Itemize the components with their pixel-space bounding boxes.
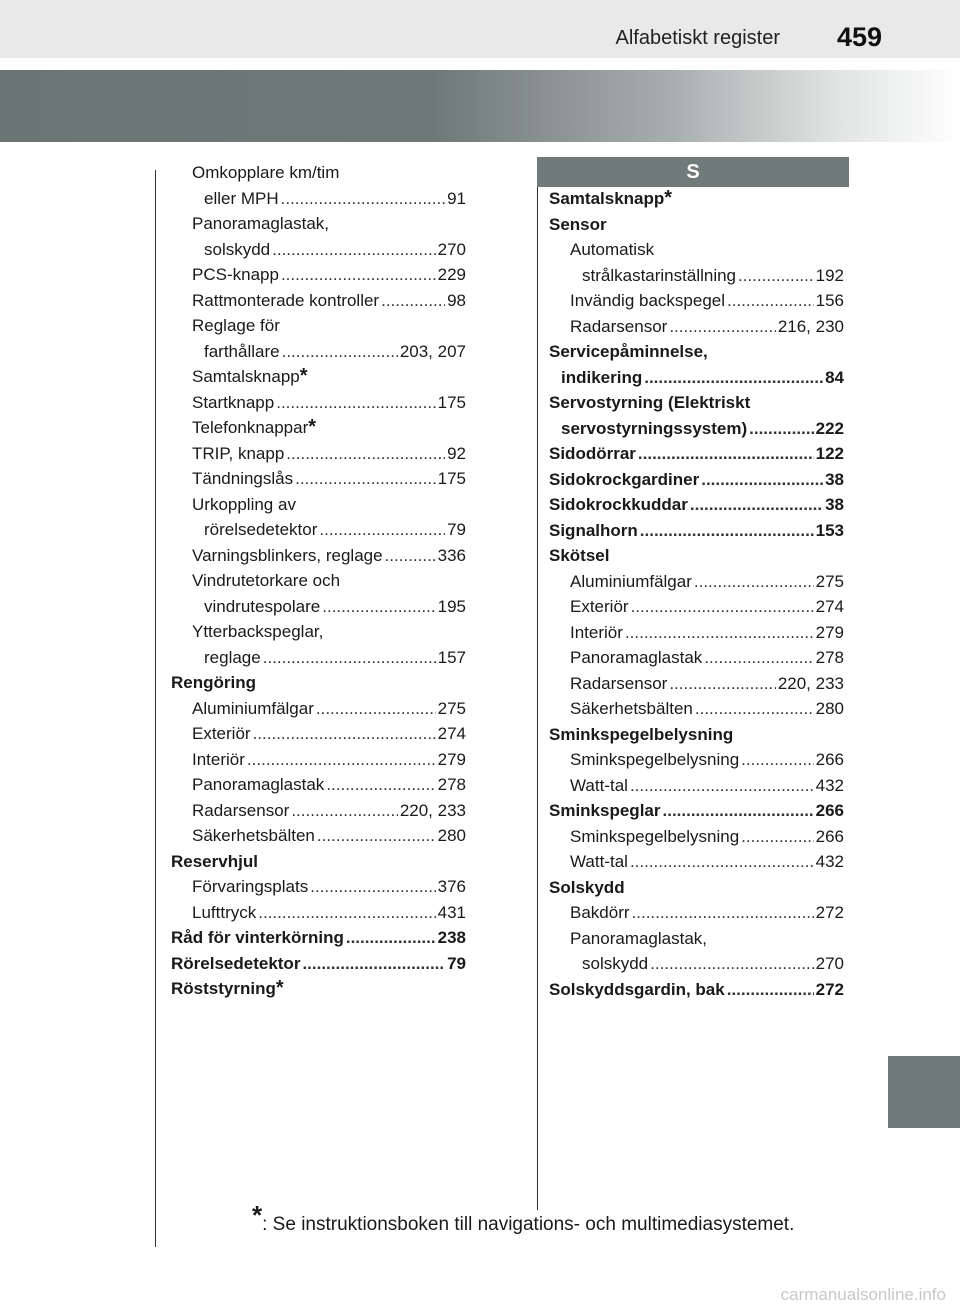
index-entry [549,543,844,569]
entry-term: eller MPH [204,188,279,208]
dot-leader [625,620,814,646]
index-entry [549,773,844,799]
index-entry [549,798,844,824]
dot-leader [741,824,813,850]
entry-page: 92 [447,443,466,463]
index-column-left [171,160,466,1002]
entry-term: Rengöring [171,673,256,692]
index-entry [549,288,844,314]
footnote-asterisk: * [252,1200,263,1230]
index-entry [549,722,844,748]
dot-leader [346,925,436,951]
entry-page: 195 [437,596,466,616]
entry-page: 175 [437,392,466,412]
index-entry [171,951,466,977]
index-entry [549,875,844,901]
dot-leader [272,237,435,263]
dot-leader [701,467,823,493]
entry-term: Aluminiumfälgar [192,698,314,718]
dot-leader [281,262,436,288]
entry-page: 280 [437,826,466,845]
index-entry [549,926,844,952]
index-entry [549,951,844,977]
page-number: 459 [836,22,882,52]
index-entry [549,569,844,595]
entry-term: Reglage för [192,316,280,335]
entry-term: indikering [561,367,643,387]
index-entry [549,747,844,773]
index-entry [171,645,466,671]
entry-term: Sminkspegelbelysning [570,750,740,769]
index-column-right [549,186,844,1002]
dot-leader [295,466,436,492]
entry-term: Radarsensor [570,316,668,336]
index-entry [549,314,844,340]
dot-leader [695,696,814,722]
entry-term: Reservhjul [171,851,258,871]
entry-page: 203, 207 [399,341,466,361]
dot-leader [669,314,775,340]
entry-page: 279 [815,622,844,642]
entry-page: 122 [815,444,844,463]
entry-term: Rörelsedetektor [171,953,301,973]
entry-term: Ytterbackspeglar, [192,622,324,641]
entry-term: rörelsedetektor [204,520,318,539]
entry-term: Säkerhetsbälten [570,699,693,718]
entry-page: 272 [815,979,844,999]
index-entry [549,441,844,467]
index-entry [171,670,466,696]
dot-leader [322,594,435,620]
entry-page: 38 [825,495,844,514]
entry-term: Skötsel [549,546,610,565]
entry-page: 278 [815,648,844,667]
entry-term: PCS-knapp [192,265,279,284]
entry-term: Förvaringsplats [192,877,309,896]
entry-page: 266 [815,801,844,820]
entry-page: 79 [447,953,466,973]
entry-term: Sidokrockgardiner [549,469,700,489]
entry-page: 220, 233 [777,673,844,693]
index-entry [171,747,466,773]
entry-page: 336 [437,545,466,565]
chapter-side-tab [888,1056,960,1128]
index-entry [549,467,844,493]
section-letter-header: S [537,157,849,187]
entry-page: 278 [437,775,466,794]
index-entry [549,671,844,697]
index-entry [171,262,466,288]
entry-term: Rattmonterade kontroller [192,290,380,310]
dot-leader [385,543,436,569]
index-entry [549,900,844,926]
index-entry [549,849,844,875]
entry-page: 157 [437,647,466,667]
entry-term: Sminkspegelbelysning [570,826,740,846]
entry-page: 274 [815,597,844,616]
entry-term: Tändningslås [192,469,294,488]
entry-page: 156 [815,291,844,310]
entry-page: 175 [437,469,466,488]
entry-page: 220, 233 [399,800,466,820]
entry-term: TRIP, knapp [192,443,285,463]
dot-leader [663,798,814,824]
dot-leader [253,721,436,747]
entry-term: Sminkspeglar [549,801,661,820]
index-entry [549,824,844,850]
entry-page: 270 [815,954,844,973]
entry-term: Bakdörr [570,903,630,922]
entry-page: 432 [815,775,844,795]
index-entry [549,339,844,365]
dot-leader [630,849,814,875]
index-entry [171,900,466,926]
index-entry [549,977,844,1003]
entry-term: Radarsensor [192,800,290,820]
entry-page: 266 [815,826,844,846]
index-entry [549,390,844,416]
entry-term: farthållare [204,341,280,361]
entry-term: Omkopplare km/tim [192,163,340,182]
index-entry [171,849,466,875]
dot-leader [669,671,775,697]
dot-leader [738,263,814,289]
dot-leader [644,365,823,391]
left-margin-rule [155,170,156,1247]
index-entry [549,212,844,238]
entry-page: 280 [815,699,844,718]
dot-leader [281,186,445,212]
entry-term: Invändig backspegel [570,291,726,310]
dot-leader [650,951,813,977]
entry-term: Panoramaglastak [570,648,703,667]
index-entry [171,492,466,518]
dot-leader [302,951,445,977]
dot-leader [741,747,813,773]
index-entry [549,518,844,544]
entry-page: 266 [815,750,844,769]
entry-term: Signalhorn [549,520,638,540]
entry-term: Sidodörrar [549,444,636,463]
index-entry [549,492,844,518]
header-bar [0,0,960,58]
dot-leader [631,594,814,620]
index-entry [171,772,466,798]
dot-leader [326,772,435,798]
entry-term: Aluminiumfälgar [570,571,692,591]
dot-leader [630,773,814,799]
index-entry [549,696,844,722]
index-entry [171,568,466,594]
dot-leader [276,390,435,416]
index-entry [171,186,466,212]
entry-page: 376 [437,877,466,896]
dot-leader [310,874,435,900]
index-entry [171,721,466,747]
entry-term: Varningsblinkers, reglage [192,545,383,565]
entry-page: 84 [825,367,844,387]
entry-term: Panoramaglastak [192,775,325,794]
entry-term: Urkoppling av [192,494,296,514]
entry-term: Råd för vinterkörning [171,928,344,947]
entry-term: Sidokrockkuddar [549,495,688,514]
index-entry [171,798,466,824]
entry-page: 272 [815,903,844,922]
index-entry [171,823,466,849]
entry-term: Automatisk [570,240,655,259]
column-divider [537,170,538,1210]
dot-leader [319,517,445,543]
dot-leader [282,339,398,365]
entry-page: 229 [437,265,466,284]
entry-term: Watt-tal [570,852,628,871]
dot-leader [286,441,445,467]
index-entry [549,594,844,620]
entry-term: Startknapp [192,392,275,412]
entry-page: 274 [437,724,466,743]
dot-leader [640,518,814,544]
entry-term: Telefonknappar [192,418,309,437]
entry-term: Exteriör [192,724,251,743]
index-entry [171,874,466,900]
footnote-text: : Se instruktionsboken till navigations- och multimediasystemet. [262,1214,795,1235]
dot-leader [749,416,813,442]
dot-leader [258,900,435,926]
entry-term: Panoramaglastak, [192,214,330,233]
dot-leader [727,977,814,1003]
entry-page: 38 [825,469,844,489]
index-entry [549,237,844,263]
entry-term: vindrutespolare [204,596,321,616]
entry-page: 216, 230 [777,316,844,336]
entry-page: 275 [437,698,466,718]
entry-term: Interiör [192,749,245,769]
entry-term: Servicepåminnelse, [549,342,708,361]
entry-term: servostyrningssystem) [561,418,748,438]
entry-page: 192 [815,265,844,285]
entry-term: solskydd [582,954,649,973]
index-entry [171,390,466,416]
entry-term: Watt-tal [570,775,628,795]
entry-term: Röststyrning [171,979,276,998]
index-entry: Röststyrning * [171,976,466,1002]
index-entry [171,619,466,645]
entry-page: 238 [437,928,466,947]
index-entry [549,620,844,646]
entry-term: Servostyrning (Elektriskt [549,393,751,412]
index-entry [171,594,466,620]
dot-leader [690,492,823,518]
index-entry [171,441,466,467]
dot-leader [632,900,814,926]
index-entry [171,517,466,543]
entry-term: Lufttryck [192,902,257,922]
entry-term: Samtalsknapp [192,367,300,386]
dot-leader [316,696,436,722]
dot-leader [704,645,813,671]
entry-term: Radarsensor [570,673,668,693]
entry-term: Vindrutetorkare och [192,571,341,590]
index-entry: Samtalsknapp * [549,186,844,212]
entry-term: Solskyddsgardin, bak [549,979,725,999]
dot-leader [638,441,814,467]
index-entry [171,313,466,339]
index-entry [171,696,466,722]
index-entry [171,160,466,186]
index-entry: Telefonknappar * [171,415,466,441]
entry-page: 222 [815,418,844,438]
entry-term: Sensor [549,214,607,234]
entry-term: Solskydd [549,877,625,897]
entry-page: 91 [447,188,466,208]
entry-page: 153 [815,520,844,540]
entry-term: strålkastarinställning [582,265,737,285]
watermark: carmanualsonline.info [780,1285,946,1304]
dot-leader [247,747,436,773]
dot-leader [694,569,814,595]
entry-page: 98 [447,290,466,310]
entry-page: 431 [437,902,466,922]
index-entry [549,416,844,442]
index-entry [171,288,466,314]
entry-page: 79 [447,520,466,539]
entry-page: 270 [437,239,466,259]
entry-term: reglage [204,647,261,667]
index-entry [549,263,844,289]
entry-page: 279 [437,749,466,769]
footnote [252,1200,795,1236]
dot-leader [381,288,445,314]
index-entry: Samtalsknapp * [171,364,466,390]
index-entry [171,237,466,263]
index-entry [549,365,844,391]
entry-term: solskydd [204,239,271,259]
index-entry [171,543,466,569]
entry-term: Panoramaglastak, [570,928,708,948]
dot-leader [263,645,436,671]
header-title: Alfabetiskt register [615,27,780,49]
entry-term: Säkerhetsbälten [192,826,315,845]
index-entry [171,339,466,365]
header-banner [0,70,960,142]
entry-page: 432 [815,852,844,871]
entry-term: Interiör [570,622,623,642]
index-entry [549,645,844,671]
index-entry [171,925,466,951]
entry-page: 275 [815,571,844,591]
entry-term: Exteriör [570,597,629,616]
index-entry [171,211,466,237]
dot-leader [317,823,436,849]
entry-term: Samtalsknapp [549,189,665,208]
index-entry [171,466,466,492]
entry-term: Sminkspegelbelysning [549,724,734,744]
dot-leader [291,798,397,824]
dot-leader [727,288,814,314]
